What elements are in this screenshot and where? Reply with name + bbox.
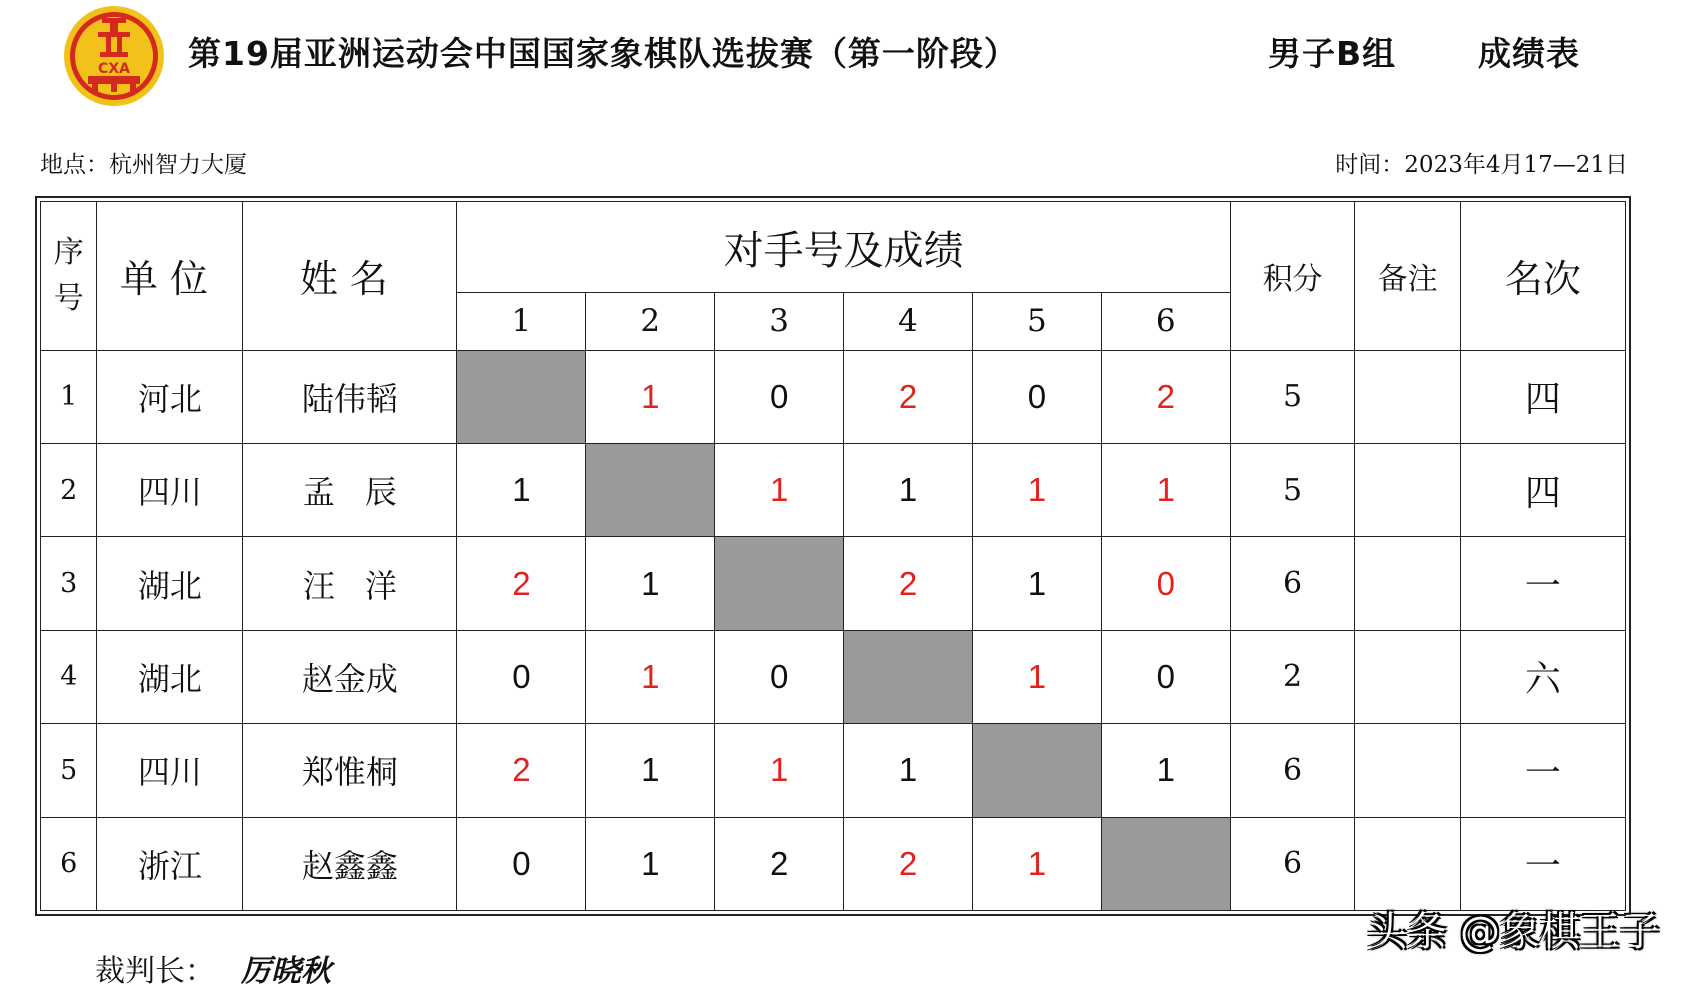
rank-cell: 六 xyxy=(1460,630,1625,723)
score-cell: 2 xyxy=(844,817,973,910)
header-seq-line1: 序 xyxy=(53,234,84,270)
title-table: 成绩表 xyxy=(1478,34,1580,73)
score-cell: 2 xyxy=(457,724,586,817)
unit-cell: 河北 xyxy=(97,350,243,443)
header-name: 姓名 xyxy=(243,202,457,351)
score-cell: 0 xyxy=(457,630,586,723)
header-rank: 名次 xyxy=(1460,202,1625,351)
seq-cell: 3 xyxy=(41,537,97,630)
points-cell: 2 xyxy=(1230,630,1355,723)
score-cell: 1 xyxy=(586,537,715,630)
table-row xyxy=(41,817,1626,910)
cxa-logo xyxy=(62,4,166,108)
header-opponent-5: 5 xyxy=(972,293,1101,350)
table-row xyxy=(41,350,1626,443)
player-name-cell: 孟辰 xyxy=(243,443,457,536)
player-name-cell: 郑惟桐 xyxy=(243,724,457,817)
table-row xyxy=(41,724,1626,817)
score-cell: 1 xyxy=(972,817,1101,910)
title-main: 第19届亚洲运动会中国国家象棋队选拔赛（第一阶段） xyxy=(188,34,1018,73)
remarks-cell xyxy=(1355,724,1460,817)
unit-cell: 湖北 xyxy=(97,537,243,630)
score-cell: 1 xyxy=(1101,443,1230,536)
player-name-cell: 汪洋 xyxy=(243,537,457,630)
self-match-cell xyxy=(586,443,715,536)
page-title xyxy=(188,28,1648,75)
rank-cell: 一 xyxy=(1460,724,1625,817)
self-match-cell xyxy=(715,537,844,630)
score-cell: 1 xyxy=(844,443,973,536)
player-name-cell: 陆伟韬 xyxy=(243,350,457,443)
self-match-cell xyxy=(1101,817,1230,910)
seq-cell: 2 xyxy=(41,443,97,536)
points-cell: 6 xyxy=(1230,724,1355,817)
header-seq-line2: 号 xyxy=(53,280,84,316)
svg-text:CXA: CXA xyxy=(98,61,130,77)
unit-cell: 浙江 xyxy=(97,817,243,910)
table-row xyxy=(41,443,1626,536)
score-cell: 0 xyxy=(715,350,844,443)
self-match-cell xyxy=(844,630,973,723)
header-points: 积分 xyxy=(1230,202,1355,351)
unit-cell: 湖北 xyxy=(97,630,243,723)
score-cell: 1 xyxy=(586,630,715,723)
points-cell: 5 xyxy=(1230,443,1355,536)
score-cell: 0 xyxy=(972,350,1101,443)
unit-cell: 四川 xyxy=(97,443,243,536)
score-cell: 0 xyxy=(1101,630,1230,723)
remarks-cell xyxy=(1355,817,1460,910)
score-cell: 1 xyxy=(586,350,715,443)
table-row xyxy=(41,537,1626,630)
cxa-emblem-icon xyxy=(62,4,166,108)
points-cell: 5 xyxy=(1230,350,1355,443)
score-cell: 2 xyxy=(844,350,973,443)
player-name-cell: 赵鑫鑫 xyxy=(243,817,457,910)
score-cell: 1 xyxy=(457,443,586,536)
score-cell: 1 xyxy=(844,724,973,817)
header-opponent-6: 6 xyxy=(1101,293,1230,350)
points-cell: 6 xyxy=(1230,537,1355,630)
result-rows xyxy=(41,350,1626,910)
score-cell: 0 xyxy=(715,630,844,723)
header-opponents: 对手号及成绩 xyxy=(457,202,1230,293)
time-text: 时间：2023年4月17—21日 xyxy=(1335,152,1628,178)
score-cell: 1 xyxy=(586,724,715,817)
header-opponent-4: 4 xyxy=(844,293,973,350)
rank-cell: 四 xyxy=(1460,443,1625,536)
remarks-cell xyxy=(1355,443,1460,536)
score-cell: 1 xyxy=(715,443,844,536)
header-opponent-1: 1 xyxy=(457,293,586,350)
score-cell: 0 xyxy=(1101,537,1230,630)
remarks-cell xyxy=(1355,350,1460,443)
points-cell: 6 xyxy=(1230,817,1355,910)
score-cell: 1 xyxy=(1101,724,1230,817)
player-name-cell: 赵金成 xyxy=(243,630,457,723)
title-group: 男子B组 xyxy=(1268,34,1397,73)
referee-label: 裁判长： xyxy=(95,954,215,989)
seq-cell: 4 xyxy=(41,630,97,723)
header-opponent-2: 2 xyxy=(586,293,715,350)
score-cell: 2 xyxy=(1101,350,1230,443)
rank-cell: 一 xyxy=(1460,537,1625,630)
self-match-cell xyxy=(972,724,1101,817)
score-cell: 0 xyxy=(457,817,586,910)
location-text: 地点：杭州智力大厦 xyxy=(40,152,247,178)
seq-cell: 1 xyxy=(41,350,97,443)
referee-line xyxy=(95,946,331,990)
score-cell: 1 xyxy=(972,630,1101,723)
results-table xyxy=(40,201,1626,911)
unit-cell: 四川 xyxy=(97,724,243,817)
rank-cell: 四 xyxy=(1460,350,1625,443)
score-cell: 1 xyxy=(972,537,1101,630)
score-cell: 1 xyxy=(586,817,715,910)
header-opponent-3: 3 xyxy=(715,293,844,350)
score-cell: 2 xyxy=(457,537,586,630)
seq-cell: 5 xyxy=(41,724,97,817)
score-cell: 1 xyxy=(972,443,1101,536)
referee-name: 厉晓秋 xyxy=(241,954,331,989)
source-watermark: 头条 @象棋王子 xyxy=(1367,909,1660,955)
seq-cell: 6 xyxy=(41,817,97,910)
header-unit: 单位 xyxy=(97,202,243,351)
header-remarks: 备注 xyxy=(1355,202,1460,351)
results-table-frame xyxy=(35,196,1631,916)
header-seq xyxy=(41,202,97,351)
rank-cell: 一 xyxy=(1460,817,1625,910)
score-cell: 1 xyxy=(715,724,844,817)
table-row xyxy=(41,630,1626,723)
score-cell: 2 xyxy=(844,537,973,630)
remarks-cell xyxy=(1355,537,1460,630)
remarks-cell xyxy=(1355,630,1460,723)
score-cell: 2 xyxy=(715,817,844,910)
self-match-cell xyxy=(457,350,586,443)
